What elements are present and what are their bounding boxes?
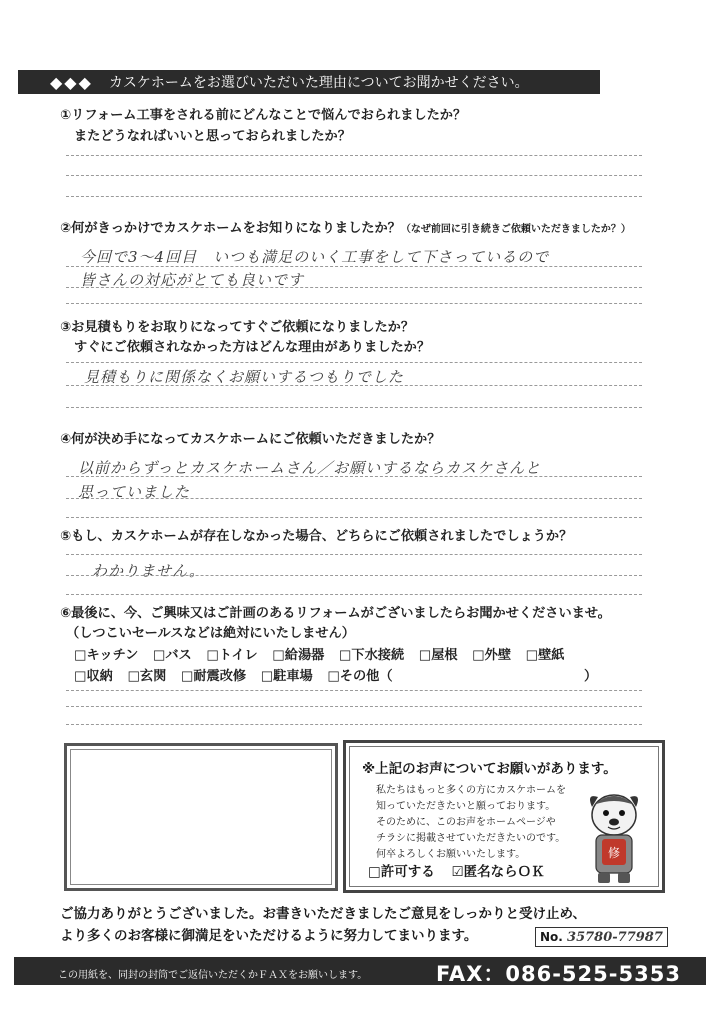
question-2 bbox=[60, 219, 631, 240]
other-close-paren: ） bbox=[584, 669, 598, 684]
checkbox-roof[interactable]: □屋根 bbox=[418, 648, 458, 663]
checkbox-exterior-wall[interactable]: □外壁 bbox=[472, 648, 512, 663]
answer-line bbox=[66, 594, 642, 595]
publication-consent-box bbox=[343, 740, 665, 893]
handwritten-answer-3: 見積もりに関係なくお願いするつもりでした bbox=[84, 368, 404, 386]
reference-number-label: No. bbox=[540, 930, 563, 944]
diamond-icons: ◆◆◆ bbox=[50, 72, 93, 92]
checkbox-storage[interactable]: □収納 bbox=[74, 669, 113, 684]
notice-body-line: そのために、このお声をホームページや bbox=[376, 817, 556, 828]
checkbox-entrance[interactable]: □玄関 bbox=[127, 669, 167, 684]
notice-body-line: 私たちはもっと多くの方にカスケホームを bbox=[376, 785, 566, 796]
answer-line bbox=[66, 476, 642, 477]
answer-line bbox=[66, 175, 642, 176]
free-comment-box[interactable] bbox=[64, 743, 338, 891]
question-4-line-1: ④何が決め手になってカスケホームにご依頼いただきましたか？ bbox=[60, 432, 441, 447]
answer-line bbox=[66, 706, 642, 707]
answer-line bbox=[66, 303, 642, 304]
consent-options bbox=[368, 860, 545, 880]
mascot-badge-label: 修 bbox=[607, 846, 621, 860]
handwritten-answer-4-line-2: 思っていました bbox=[78, 483, 191, 501]
handwritten-answer-2-line-1: 今回で3〜4回目 いつも満足のいく工事をして下さっているので bbox=[80, 248, 550, 266]
checkbox-other[interactable]: □その他（ bbox=[327, 669, 393, 684]
anonymous-ok-checkbox[interactable]: ☑匿名ならＯＫ bbox=[451, 864, 545, 880]
answer-line bbox=[66, 196, 642, 197]
checkbox-wallpaper[interactable]: □壁紙 bbox=[525, 648, 565, 663]
handwritten-answer-4-line-1: 以前からずっとカスケホームさん／お願いするならカスケさんと bbox=[78, 459, 542, 477]
question-6-line-1: ⑥最後に、今、ご興味又はご計画のあるリフォームがございましたらお聞かせくださいませ。 bbox=[60, 606, 611, 621]
answer-line bbox=[66, 287, 642, 288]
checkbox-sewer[interactable]: □下水接続 bbox=[338, 648, 405, 663]
checkbox-water-heater[interactable]: □給湯器 bbox=[272, 648, 325, 663]
thanks-line-2: より多くのお客様に御満足をいただけるように努力してまいります。 bbox=[60, 928, 478, 944]
question-6-line-2: （しつこいセールスなどは絶対にいたしません） bbox=[66, 626, 355, 641]
answer-line bbox=[66, 407, 642, 408]
checkbox-seismic[interactable]: □耐震改修 bbox=[180, 669, 247, 684]
notice-body-line: 何卒よろしくお願いいたします。 bbox=[376, 849, 526, 860]
header-title: カスケホームをお選びいただいた理由についてお聞かせください。 bbox=[108, 75, 529, 91]
reference-number-value: 35780-77987 bbox=[567, 930, 663, 945]
free-comment-box-inner-border bbox=[70, 749, 332, 885]
checkbox-kitchen[interactable]: □キッチン bbox=[74, 648, 139, 663]
footer-return-instructions: この用紙を、同封の封筒でご返信いただくかＦＡＸをお願いします。 bbox=[58, 970, 368, 981]
allow-publication-checkbox[interactable]: □許可する bbox=[368, 864, 435, 880]
question-1-line-2: またどうなればいいと思っておられましたか？ bbox=[74, 129, 351, 144]
notice-title: ※上記のお声についてお願いがあります。 bbox=[362, 761, 617, 777]
question-2-note: （なぜ前回に引き続きご依頼いただきましたか？） bbox=[400, 224, 631, 235]
answer-line bbox=[66, 362, 642, 363]
handwritten-answer-5: わかりません。 bbox=[92, 562, 205, 580]
notice-body-line: チラシに掲載させていただきたいのです。 bbox=[376, 833, 566, 844]
interest-checkbox-row-1 bbox=[74, 644, 574, 663]
notice-body bbox=[376, 783, 566, 863]
answer-line bbox=[66, 575, 642, 576]
mascot-dog-icon bbox=[584, 789, 644, 885]
question-5-line-1: ⑤もし、カスケホームが存在しなかった場合、どちらにご依頼されましたでしょうか？ bbox=[60, 529, 573, 544]
answer-line bbox=[66, 554, 642, 555]
answer-line bbox=[66, 517, 642, 518]
checkbox-parking[interactable]: □駐車場 bbox=[260, 669, 313, 684]
reference-number-box bbox=[535, 927, 668, 947]
answer-line bbox=[66, 690, 642, 691]
checkbox-bath[interactable]: □バス bbox=[152, 648, 192, 663]
answer-line bbox=[66, 266, 642, 267]
answer-line bbox=[66, 724, 642, 725]
fax-number: FAX：086-525-5353 bbox=[436, 962, 681, 986]
question-3-line-2: すぐにご依頼されなかった方はどんな理由がありましたか？ bbox=[74, 340, 431, 355]
section-header-bar bbox=[18, 70, 600, 94]
answer-line bbox=[66, 498, 642, 499]
question-1-line-1: ①リフォーム工事をされる前にどんなことで悩んでおられましたか？ bbox=[60, 108, 467, 123]
checkbox-toilet[interactable]: □トイレ bbox=[206, 648, 258, 663]
question-2-line-1: ②何がきっかけでカスケホームをお知りになりましたか？ bbox=[60, 221, 401, 236]
question-3-line-1: ③お見積もりをお取りになってすぐご依頼になりましたか？ bbox=[60, 320, 415, 335]
handwritten-answer-2-line-2: 皆さんの対応がとても良いです bbox=[80, 271, 305, 289]
notice-body-line: 知っていただきたいと願っております。 bbox=[376, 801, 556, 812]
thanks-line-1: ご協力ありがとうございました。お書きいただきましたご意見をしっかりと受け止め、 bbox=[60, 906, 586, 922]
interest-checkbox-row-2 bbox=[74, 665, 403, 684]
answer-line bbox=[66, 155, 642, 156]
answer-line bbox=[66, 385, 642, 386]
footer-bar bbox=[14, 957, 706, 985]
